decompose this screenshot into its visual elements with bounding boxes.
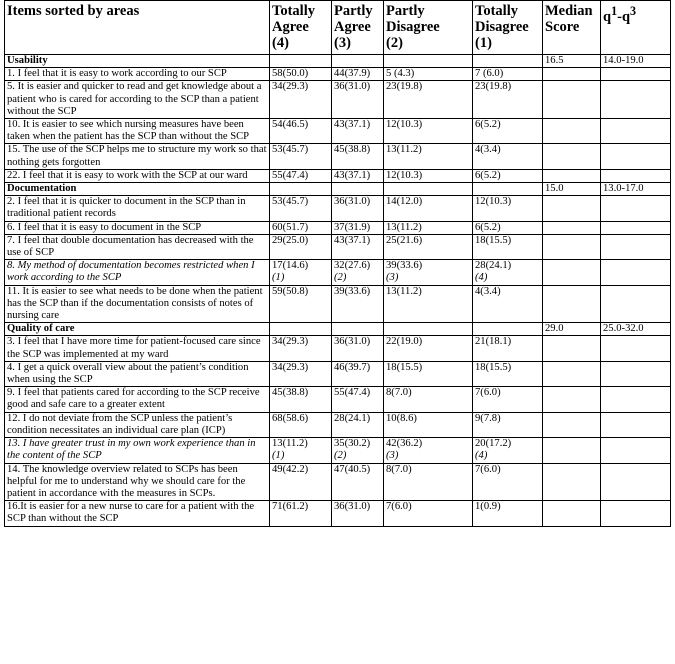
table-row <box>5 119 671 144</box>
totally-agree-value: 71(61.2) <box>272 501 309 513</box>
partly-agree-value: 36(31.0) <box>334 196 371 208</box>
totally-agree-cell <box>270 234 332 259</box>
totally-disagree-cell <box>473 285 543 323</box>
partly-agree-cell <box>332 361 384 386</box>
empty-cell <box>543 463 601 501</box>
totally-disagree-value: 7(6.0) <box>475 387 501 399</box>
partly-agree-cell <box>332 336 384 361</box>
totally-disagree-cell <box>473 119 543 144</box>
partly-agree-cell <box>332 68 384 81</box>
totally-agree-cell <box>270 221 332 234</box>
totally-agree-cell <box>270 81 332 119</box>
section-title: Documentation <box>5 183 270 196</box>
empty-cell <box>543 68 601 81</box>
table-row <box>5 336 671 361</box>
partly-agree-cell <box>332 260 384 285</box>
partly-agree-cell <box>332 463 384 501</box>
partly-disagree-cell <box>384 387 473 412</box>
empty-cell <box>601 285 671 323</box>
empty-cell <box>601 336 671 361</box>
totally-disagree-value: 9(7.8) <box>475 412 501 424</box>
totally-disagree-header: Totally Disagree (1) <box>473 1 543 55</box>
totally-disagree-value: 18(15.5) <box>475 361 512 373</box>
section-row <box>5 323 671 336</box>
quartile-range: 13.0-17.0 <box>601 183 671 196</box>
totally-disagree-reverse-score: (4) <box>475 272 488 284</box>
totally-disagree-reverse-score: (4) <box>475 450 488 462</box>
partly-disagree-reverse-score: (3) <box>386 450 399 462</box>
partly-agree-value: 36(31.0) <box>334 81 371 93</box>
partly-agree-value: 28(24.1) <box>334 412 371 424</box>
table-row <box>5 81 671 119</box>
partly-agree-reverse-score: (2) <box>334 450 347 462</box>
totally-disagree-cell <box>473 260 543 285</box>
totally-agree-value: 13(11.2) <box>272 438 308 450</box>
totally-agree-cell <box>270 144 332 169</box>
partly-agree-value: 36(31.0) <box>334 501 371 513</box>
item-text: 11. It is easier to see what needs to be done when the patient has the SCP than if the documentation consists of notes of nursing care <box>5 285 270 323</box>
totally-disagree-value: 23(19.8) <box>475 81 512 93</box>
empty-cell <box>601 463 671 501</box>
partly-disagree-cell <box>384 412 473 437</box>
partly-agree-value: 55(47.4) <box>334 387 371 399</box>
partly-disagree-value: 18(15.5) <box>386 361 423 373</box>
totally-disagree-cell <box>473 196 543 221</box>
totally-agree-reverse-score: (1) <box>272 272 285 284</box>
totally-agree-value: 54(46.5) <box>272 119 309 131</box>
totally-disagree-cell <box>473 221 543 234</box>
item-text: 2. I feel that it is quicker to document in the SCP than in traditional patient records <box>5 196 270 221</box>
empty-cell <box>601 81 671 119</box>
totally-disagree-cell <box>473 68 543 81</box>
table-row <box>5 463 671 501</box>
partly-disagree-cell <box>384 501 473 526</box>
table-body <box>5 55 671 527</box>
table-row <box>5 169 671 182</box>
partly-disagree-cell <box>384 234 473 259</box>
totally-agree-value: 45(38.8) <box>272 387 309 399</box>
partly-disagree-value: 12(10.3) <box>386 119 423 131</box>
partly-agree-cell <box>332 169 384 182</box>
empty-cell <box>384 55 473 68</box>
empty-cell <box>543 144 601 169</box>
partly-agree-value: 37(31.9) <box>334 221 371 233</box>
partly-disagree-cell <box>384 260 473 285</box>
totally-disagree-value: 7 (6.0) <box>475 68 504 80</box>
quartile-range-label: $q^1-q^3$ <box>603 4 637 25</box>
totally-agree-value: 17(14.6) <box>272 260 309 272</box>
empty-cell <box>384 183 473 196</box>
totally-disagree-cell <box>473 501 543 526</box>
median-score: 16.5 <box>543 55 601 68</box>
totally-agree-value: 60(51.7) <box>272 221 309 233</box>
empty-cell <box>543 501 601 526</box>
empty-cell <box>543 260 601 285</box>
item-text: 15. The use of the SCP helps me to structure my work so that nothing gets forgotten <box>5 144 270 169</box>
empty-cell <box>601 169 671 182</box>
item-text: 9. I feel that patients cared for according to the SCP receive good and safe care to a greater extent <box>5 387 270 412</box>
totally-agree-value: 29(25.0) <box>272 234 309 246</box>
empty-cell <box>543 221 601 234</box>
totally-disagree-cell <box>473 361 543 386</box>
partly-agree-value: 39(33.6) <box>334 285 371 297</box>
totally-disagree-value: 21(18.1) <box>475 336 512 348</box>
partly-disagree-value: 25(21.6) <box>386 234 423 246</box>
totally-agree-value: 58(50.0) <box>272 68 309 80</box>
items-header: Items sorted by areas <box>5 1 270 55</box>
table-row <box>5 412 671 437</box>
totally-disagree-value: 1(0.9) <box>475 501 501 513</box>
totally-agree-cell <box>270 463 332 501</box>
totally-agree-cell <box>270 438 332 463</box>
empty-cell <box>543 285 601 323</box>
partly-disagree-value: 8(7.0) <box>386 387 412 399</box>
partly-agree-value: 35(30.2) <box>334 438 371 450</box>
empty-cell <box>332 183 384 196</box>
item-text: 1. I feel that it is easy to work according to our SCP <box>5 68 270 81</box>
totally-disagree-value: 6(5.2) <box>475 221 501 233</box>
partly-agree-cell <box>332 285 384 323</box>
median-score: 29.0 <box>543 323 601 336</box>
totally-agree-value: 59(50.8) <box>272 285 309 297</box>
empty-cell <box>601 260 671 285</box>
partly-disagree-cell <box>384 463 473 501</box>
partly-disagree-cell <box>384 81 473 119</box>
totally-agree-cell <box>270 196 332 221</box>
empty-cell <box>601 196 671 221</box>
totally-agree-cell <box>270 119 332 144</box>
empty-cell <box>543 119 601 144</box>
empty-cell <box>473 323 543 336</box>
empty-cell <box>601 221 671 234</box>
section-title: Quality of care <box>5 323 270 336</box>
partly-agree-value: 44(37.9) <box>334 68 371 80</box>
partly-agree-cell <box>332 221 384 234</box>
totally-disagree-cell <box>473 169 543 182</box>
totally-agree-cell <box>270 169 332 182</box>
table-row <box>5 221 671 234</box>
table-row <box>5 438 671 463</box>
empty-cell <box>543 438 601 463</box>
item-text: 5. It is easier and quicker to read and get knowledge about a patient who is cared for according to the SCP than a patient without the SCP <box>5 81 270 119</box>
empty-cell <box>601 119 671 144</box>
item-text: 13. I have greater trust in my own work experience than in the content of the SCP <box>5 438 270 463</box>
partly-agree-value: 46(39.7) <box>334 361 371 373</box>
totally-disagree-cell <box>473 412 543 437</box>
totally-agree-value: 55(47.4) <box>272 169 309 181</box>
table-row <box>5 68 671 81</box>
empty-cell <box>601 361 671 386</box>
partly-disagree-cell <box>384 438 473 463</box>
partly-disagree-cell <box>384 68 473 81</box>
totally-agree-value: 68(58.6) <box>272 412 309 424</box>
partly-disagree-value: 10(8.6) <box>386 412 417 424</box>
item-text: 3. I feel that I have more time for patient-focused care since the SCP was implemented at my ward <box>5 336 270 361</box>
partly-agree-cell <box>332 412 384 437</box>
partly-agree-value: 43(37.1) <box>334 169 371 181</box>
partly-disagree-value: 13(11.2) <box>386 285 422 297</box>
totally-disagree-cell <box>473 387 543 412</box>
median-score-header: Median Score <box>543 1 601 55</box>
partly-agree-value: 32(27.6) <box>334 260 371 272</box>
totally-agree-cell <box>270 387 332 412</box>
item-text: 7. I feel that double documentation has decreased with the use of SCP <box>5 234 270 259</box>
partly-agree-cell <box>332 234 384 259</box>
totally-disagree-value: 6(5.2) <box>475 119 501 131</box>
partly-agree-cell <box>332 144 384 169</box>
table-row <box>5 285 671 323</box>
table-row <box>5 501 671 526</box>
section-row <box>5 183 671 196</box>
empty-cell <box>601 144 671 169</box>
totally-agree-cell <box>270 412 332 437</box>
item-text: 4. I get a quick overall view about the patient’s condition when using the SCP <box>5 361 270 386</box>
empty-cell <box>601 387 671 412</box>
totally-agree-cell <box>270 336 332 361</box>
partly-agree-value: 45(38.8) <box>334 144 371 156</box>
partly-disagree-value: 5 (4.3) <box>386 68 415 80</box>
empty-cell <box>543 234 601 259</box>
partly-agree-reverse-score: (2) <box>334 272 347 284</box>
totally-agree-value: 53(45.7) <box>272 196 309 208</box>
partly-disagree-value: 23(19.8) <box>386 81 423 93</box>
table-row <box>5 260 671 285</box>
empty-cell <box>270 55 332 68</box>
totally-agree-value: 53(45.7) <box>272 144 309 156</box>
partly-agree-value: 43(37.1) <box>334 234 371 246</box>
totally-disagree-value: 7(6.0) <box>475 463 501 475</box>
partly-disagree-cell <box>384 221 473 234</box>
partly-disagree-cell <box>384 144 473 169</box>
partly-agree-cell <box>332 119 384 144</box>
totally-agree-cell <box>270 285 332 323</box>
item-text: 14. The knowledge overview related to SCPs has been helpful for me to understand why we should care for the patient in accordance with the measures in SCPs. <box>5 463 270 501</box>
item-text: 22. I feel that it is easy to work with the SCP at our ward <box>5 169 270 182</box>
empty-cell <box>384 323 473 336</box>
partly-agree-value: 43(37.1) <box>334 119 371 131</box>
empty-cell <box>601 501 671 526</box>
empty-cell <box>543 387 601 412</box>
empty-cell <box>601 412 671 437</box>
totally-disagree-cell <box>473 144 543 169</box>
empty-cell <box>543 336 601 361</box>
partly-disagree-value: 39(33.6) <box>386 260 423 272</box>
empty-cell <box>601 234 671 259</box>
totally-disagree-cell <box>473 336 543 361</box>
empty-cell <box>332 323 384 336</box>
partly-agree-value: 47(40.5) <box>334 463 371 475</box>
partly-disagree-cell <box>384 119 473 144</box>
totally-disagree-value: 28(24.1) <box>475 260 512 272</box>
totally-agree-value: 49(42.2) <box>272 463 309 475</box>
partly-disagree-header: Partly Disagree (2) <box>384 1 473 55</box>
partly-agree-cell <box>332 387 384 412</box>
median-score: 15.0 <box>543 183 601 196</box>
item-text: 10. It is easier to see which nursing measures have been taken when the patient has the SCP than without the SCP <box>5 119 270 144</box>
empty-cell <box>543 361 601 386</box>
empty-cell <box>473 183 543 196</box>
empty-cell <box>270 183 332 196</box>
item-text: 6. I feel that it is easy to document in the SCP <box>5 221 270 234</box>
quartile-range: 25.0-32.0 <box>601 323 671 336</box>
partly-disagree-cell <box>384 361 473 386</box>
header-row <box>5 1 671 55</box>
totally-disagree-cell <box>473 234 543 259</box>
partly-agree-header: Partly Agree (3) <box>332 1 384 55</box>
table-row <box>5 361 671 386</box>
totally-disagree-cell <box>473 463 543 501</box>
empty-cell <box>601 68 671 81</box>
empty-cell <box>543 81 601 119</box>
quartile-range: 14.0-19.0 <box>601 55 671 68</box>
partly-disagree-cell <box>384 169 473 182</box>
partly-disagree-value: 13(11.2) <box>386 221 422 233</box>
partly-agree-cell <box>332 501 384 526</box>
partly-disagree-value: 12(10.3) <box>386 169 423 181</box>
totally-disagree-value: 20(17.2) <box>475 438 512 450</box>
section-row <box>5 55 671 68</box>
empty-cell <box>543 412 601 437</box>
empty-cell <box>543 169 601 182</box>
partly-disagree-cell <box>384 336 473 361</box>
section-title: Usability <box>5 55 270 68</box>
partly-disagree-value: 8(7.0) <box>386 463 412 475</box>
item-text: 12. I do not deviate from the SCP unless the patient’s condition necessitates an individual care plan (ICP) <box>5 412 270 437</box>
survey-results-table <box>4 0 671 527</box>
empty-cell <box>543 196 601 221</box>
partly-agree-cell <box>332 81 384 119</box>
table-row <box>5 387 671 412</box>
totally-agree-value: 34(29.3) <box>272 81 309 93</box>
totally-disagree-cell <box>473 81 543 119</box>
totally-disagree-cell <box>473 438 543 463</box>
partly-agree-cell <box>332 438 384 463</box>
totally-agree-cell <box>270 260 332 285</box>
totally-agree-value: 34(29.3) <box>272 361 309 373</box>
totally-agree-cell <box>270 68 332 81</box>
totally-disagree-value: 18(15.5) <box>475 234 512 246</box>
table-row <box>5 234 671 259</box>
quartile-range-header <box>601 1 671 55</box>
partly-disagree-value: 13(11.2) <box>386 144 422 156</box>
partly-disagree-value: 42(36.2) <box>386 438 423 450</box>
totally-disagree-value: 6(5.2) <box>475 169 501 181</box>
totally-agree-reverse-score: (1) <box>272 450 285 462</box>
totally-agree-cell <box>270 361 332 386</box>
empty-cell <box>601 438 671 463</box>
item-text: 16.It is easier for a new nurse to care for a patient with the SCP than without the SCP <box>5 501 270 526</box>
partly-agree-cell <box>332 196 384 221</box>
empty-cell <box>270 323 332 336</box>
totally-disagree-value: 12(10.3) <box>475 196 512 208</box>
table-row <box>5 144 671 169</box>
partly-disagree-value: 22(19.0) <box>386 336 423 348</box>
partly-disagree-value: 14(12.0) <box>386 196 423 208</box>
totally-agree-cell <box>270 501 332 526</box>
partly-disagree-value: 7(6.0) <box>386 501 412 513</box>
partly-disagree-cell <box>384 285 473 323</box>
totally-disagree-value: 4(3.4) <box>475 144 501 156</box>
partly-agree-value: 36(31.0) <box>334 336 371 348</box>
partly-disagree-cell <box>384 196 473 221</box>
empty-cell <box>332 55 384 68</box>
totally-agree-header: Totally Agree (4) <box>270 1 332 55</box>
totally-disagree-value: 4(3.4) <box>475 285 501 297</box>
empty-cell <box>473 55 543 68</box>
item-text: 8. My method of documentation becomes restricted when I work according to the SCP <box>5 260 270 285</box>
partly-disagree-reverse-score: (3) <box>386 272 399 284</box>
totally-agree-value: 34(29.3) <box>272 336 309 348</box>
table-row <box>5 196 671 221</box>
